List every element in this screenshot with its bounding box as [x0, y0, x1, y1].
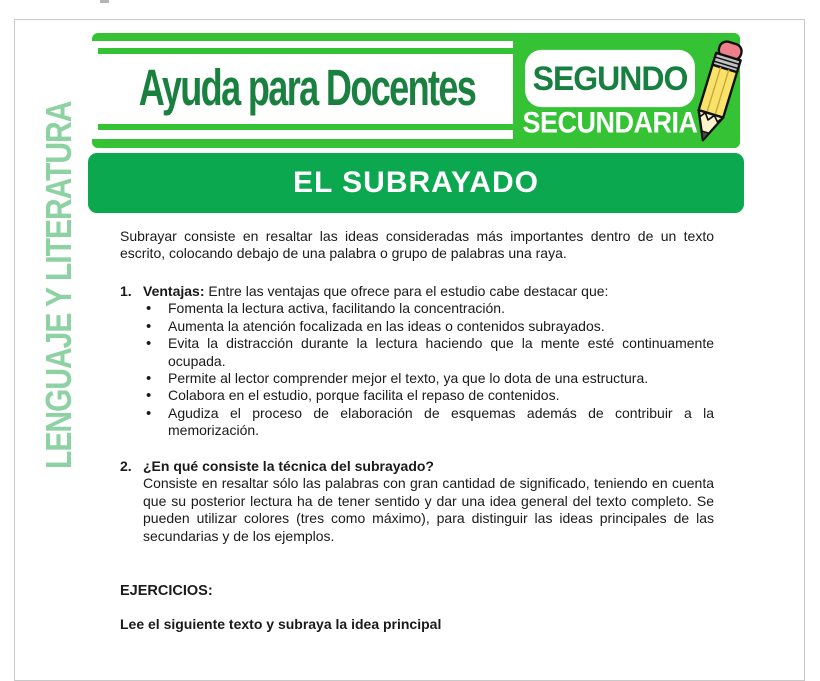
section-heading-line — [143, 283, 714, 300]
level-label: SECUNDARIA — [522, 106, 698, 139]
screenshot-artifact — [100, 0, 109, 3]
bullet-list — [120, 300, 714, 439]
bullet-item: • Evita la distracción durante la lectura haciendo que la mente esté continuamente ocupada. — [120, 335, 714, 370]
pencil-icon — [688, 35, 746, 149]
section-heading-rest: Entre las ventajas que ofrece para el estudio cabe destacar que: — [208, 283, 609, 299]
section-number: 1. — [120, 283, 132, 299]
exercises-heading: EJERCICIOS: — [120, 583, 213, 599]
section-paragraph: Consiste en resaltar sólo las palabras con gran cantidad de significado, teniendo en cuenta que su posterior lectura ha de tener sentido y dar una idea general del texto completo. Se pueden utilizar colores (tres como máximo), para distinguir las ideas principales de las secundarias y de los ejemplos. — [143, 475, 714, 544]
grade-badge: SEGUNDO — [525, 50, 695, 107]
section-body — [143, 458, 714, 545]
document-title-bar — [88, 153, 744, 213]
subject-sidebar-label: LENGUAJE Y LITERATURA — [39, 101, 80, 469]
grade-block — [513, 33, 740, 148]
intro-paragraph: Subrayar consiste en resaltar las ideas consideradas más importantes dentro de un texto escrito, colocando debajo de una palabra o grupo de palabras una raya. — [120, 228, 714, 262]
section-tecnica — [120, 458, 714, 545]
brand-title: Ayuda para Docentes — [138, 60, 476, 117]
section-heading: Ventajas: — [143, 283, 205, 299]
section-heading: ¿En qué consiste la técnica del subrayado? — [143, 458, 434, 474]
bullet-item: • Aumenta la atención focalizada en las ideas o contenidos subrayados. — [120, 318, 714, 335]
section-body — [143, 283, 714, 300]
bullet-item: • Colabora en el estudio, porque facilita el repaso de contenidos. — [120, 387, 714, 404]
section-number: 2. — [120, 458, 132, 474]
bullet-item: • Fomenta la lectura activa, facilitando la concentración. — [120, 300, 714, 317]
section-heading-line — [143, 458, 714, 475]
brand-banner — [92, 33, 740, 148]
section-ventajas — [120, 283, 714, 440]
document-title: EL SUBRAYADO — [293, 166, 539, 199]
bullet-item: • Agudiza el proceso de elaboración de esquemas además de contribuir a la memorización. — [120, 405, 714, 440]
bullet-item: • Permite al lector comprender mejor el texto, ya que lo dota de una estructura. — [120, 370, 714, 387]
exercise-prompt: Lee el siguiente texto y subraya la idea principal — [120, 616, 442, 632]
